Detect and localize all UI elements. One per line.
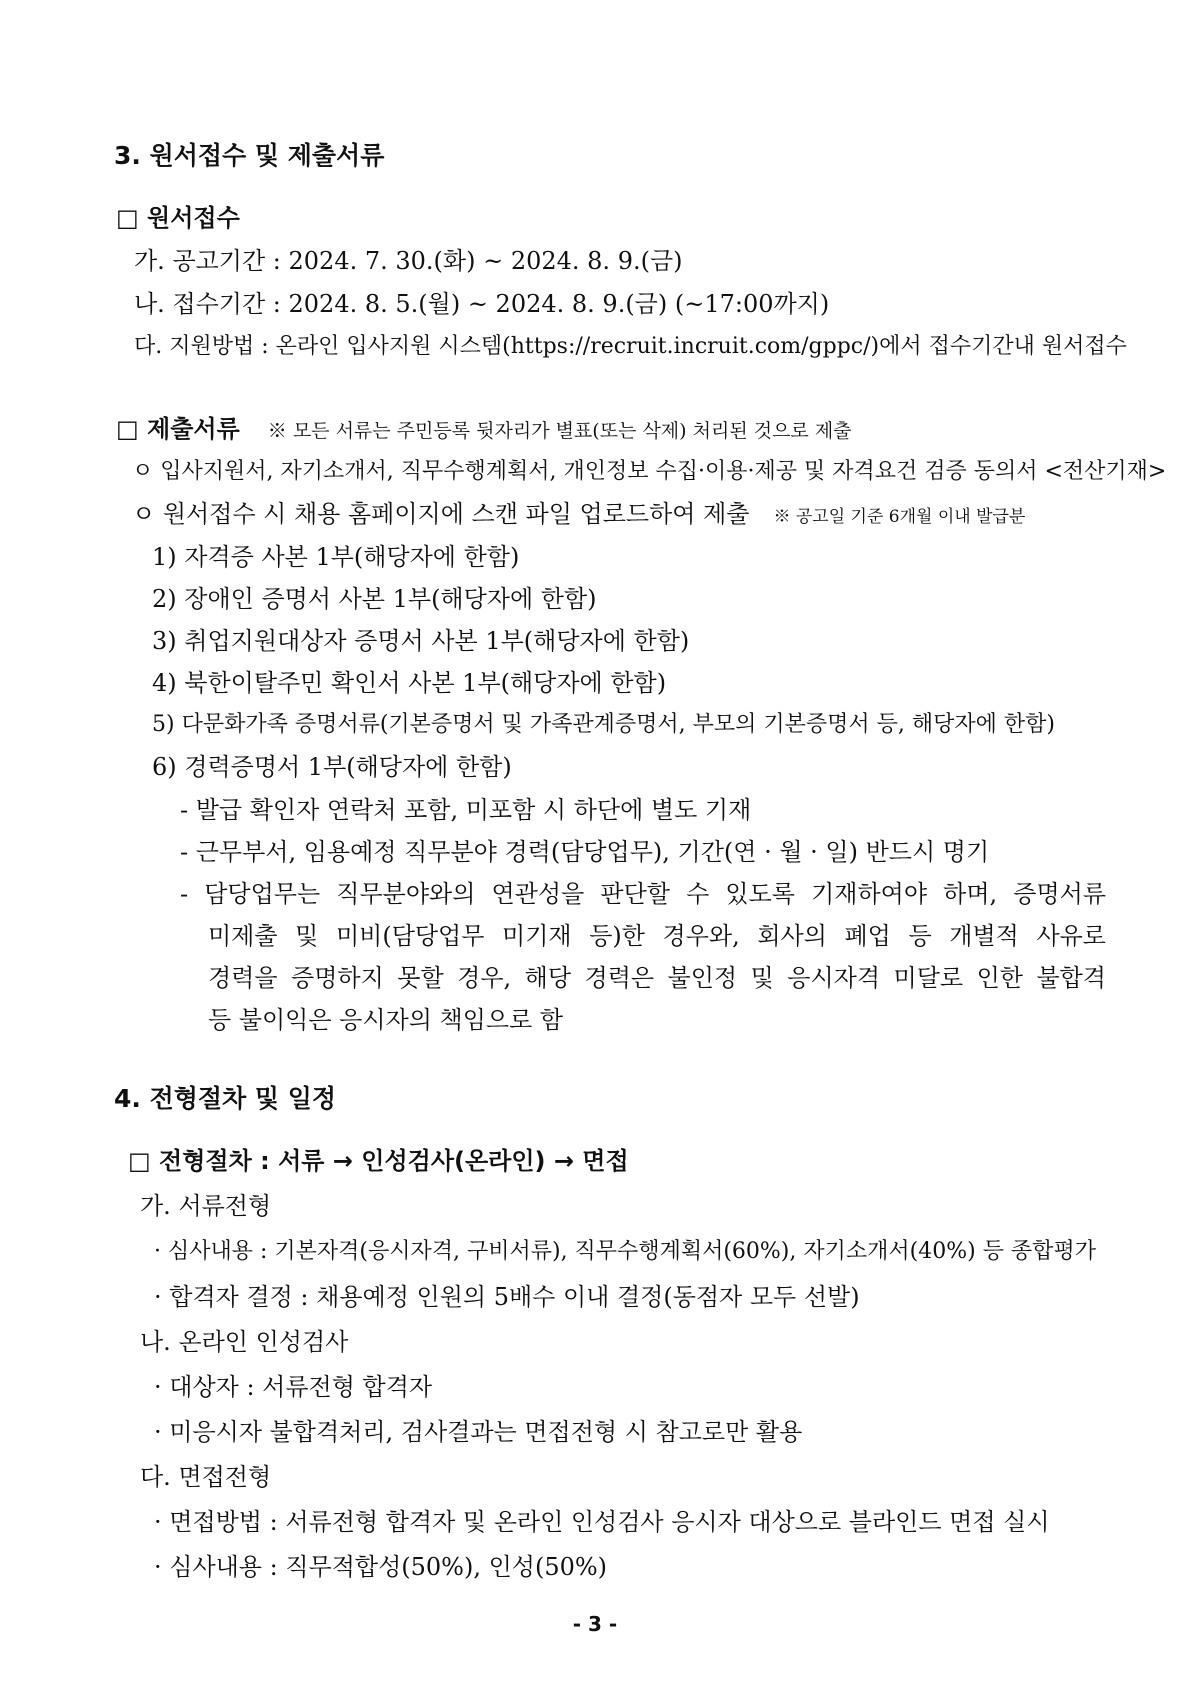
doc-review-item: · 심사내용 : 기본자격(응시자격, 구비서류), 직무수행계획서(60%), 자기소개서(40%) 등 종합평가 (154, 1239, 1096, 1264)
documents-heading-note: ※ 모든 서류는 주민등록 뒷자리가 별표(또는 삭제) 처리된 것으로 제출 (267, 420, 852, 442)
aptitude-label: 나. 온라인 인성검사 (140, 1328, 349, 1356)
receipt-line: 가. 공고기간 : 2024. 7. 30.(화) ~ 2024. 8. 9.(금) (134, 247, 683, 275)
documents-continuation: 경력을 증명하지 못할 경우, 해당 경력은 불인정 및 응시자격 미달로 인한 불합격 (208, 964, 1106, 992)
documents-item: 6) 경력증명서 1부(해당자에 한함) (152, 753, 512, 781)
interview-item: · 심사내용 : 직무적합성(50%), 인성(50%) (154, 1553, 608, 1581)
documents-item: 1) 자격증 사본 1부(해당자에 한함) (152, 543, 520, 571)
interview-label: 다. 면접전형 (140, 1463, 272, 1491)
page-number: - 3 - (572, 1612, 618, 1636)
receipt-line: 나. 접수기간 : 2024. 8. 5.(월) ~ 2024. 8. 9.(금) (~17:00까지) (134, 290, 830, 318)
aptitude-item: · 대상자 : 서류전형 합격자 (154, 1373, 433, 1401)
documents-item: 3) 취업지원대상자 증명서 사본 1부(해당자에 한함) (152, 627, 690, 655)
doc-review-label: 가. 서류전형 (140, 1192, 272, 1220)
documents-continuation: 등 불이익은 응시자의 책임으로 함 (208, 1006, 564, 1034)
documents-item: 5) 다문화가족 증명서류(기본증명서 및 가족관계증명서, 부모의 기본증명서 등, 해당자에 한함) (152, 712, 1055, 737)
procedure-heading: □ 전형절차 : 서류 → 인성검사(온라인) → 면접 (128, 1147, 629, 1175)
documents-bullet-note: ※ 공고일 기준 6개월 이내 발급분 (773, 507, 1026, 527)
documents-item: 2) 장애인 증명서 사본 1부(해당자에 한함) (152, 585, 597, 613)
receipt-line: 다. 지원방법 : 온라인 입사지원 시스템(https://recruit.incruit.com/gppc/)에서 접수기간내 원서접수 (134, 334, 1127, 359)
section-3-title: 3. 원서접수 및 제출서류 (114, 141, 385, 170)
documents-bullet: ㅇ 입사지원서, 자기소개서, 직무수행계획서, 개인정보 수집·이용·제공 및 자격요건 검증 동의서 <전산기재> (132, 459, 1167, 484)
documents-bullet-row (132, 498, 1025, 533)
section-4-title: 4. 전형절차 및 일정 (114, 1084, 337, 1113)
interview-item: · 면접방법 : 서류전형 합격자 및 온라인 인성검사 응시자 대상으로 블라인드 면접 실시 (154, 1508, 1050, 1536)
documents-heading: □ 제출서류 (116, 415, 240, 443)
doc-review-item: · 합격자 결정 : 채용예정 인원의 5배수 이내 결정(동점자 모두 선발) (154, 1283, 860, 1311)
aptitude-item: · 미응시자 불합격처리, 검사결과는 면접전형 시 참고로만 활용 (154, 1418, 803, 1446)
documents-item: 4) 북한이탈주민 확인서 사본 1부(해당자에 한함) (152, 669, 667, 697)
receipt-heading: □ 원서접수 (116, 204, 240, 232)
documents-dash: - 발급 확인자 연락처 포함, 미포함 시 하단에 별도 기재 (180, 796, 752, 824)
documents-dash: - 담당업무는 직무분야와의 연관성을 판단할 수 있도록 기재하여야 하며, 증명서류 (180, 880, 1106, 908)
documents-heading-row (116, 413, 852, 447)
documents-bullet: ㅇ 원서접수 시 채용 홈페이지에 스캔 파일 업로드하여 제출 (132, 500, 750, 528)
documents-dash: - 근무부서, 임용예정 직무분야 경력(담당업무), 기간(연 · 월 · 일) 반드시 명기 (180, 838, 990, 866)
documents-continuation: 미제출 및 미비(담당업무 미기재 등)한 경우와, 회사의 폐업 등 개별적 사유로 (208, 922, 1106, 950)
